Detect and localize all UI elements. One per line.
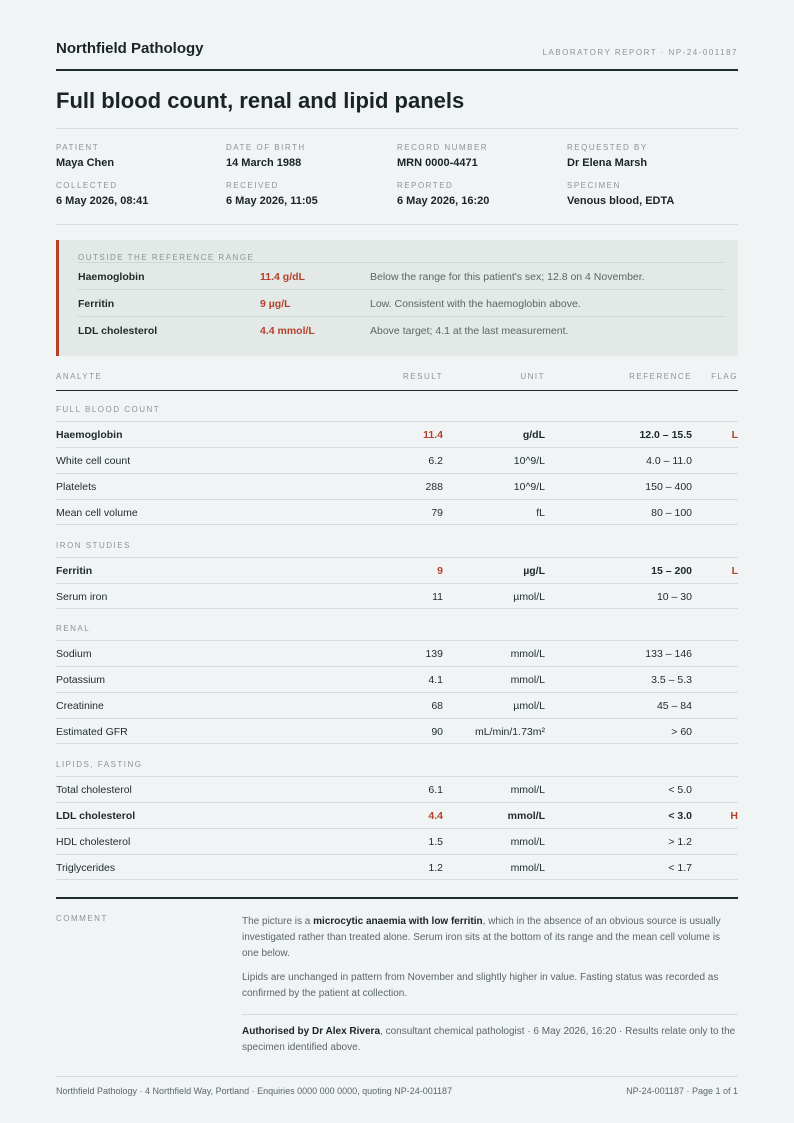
table-row bbox=[56, 640, 738, 666]
page-title: Full blood count, renal and lipid panels bbox=[56, 88, 465, 113]
section-label: LIPIDS, FASTING bbox=[56, 760, 143, 769]
flag: H bbox=[730, 810, 738, 822]
divider bbox=[56, 128, 738, 129]
result-value: 11.4 bbox=[423, 429, 443, 441]
reference-range: 10 – 30 bbox=[656, 591, 692, 603]
reference-range: 133 – 146 bbox=[645, 648, 692, 660]
reference-range: 12.0 – 15.5 bbox=[639, 429, 692, 441]
table-row bbox=[56, 557, 738, 583]
meta-value: 14 March 1988 bbox=[226, 157, 302, 169]
meta-received bbox=[226, 181, 396, 207]
section-label: FULL BLOOD COUNT bbox=[56, 405, 161, 414]
column-header-result: RESULT bbox=[403, 372, 443, 381]
analyte-name: Creatinine bbox=[56, 700, 104, 712]
result-value: 4.1 bbox=[428, 674, 443, 686]
meta-label: COLLECTED bbox=[56, 181, 118, 190]
reference-range: > 60 bbox=[671, 726, 692, 738]
unit: 10^9/L bbox=[513, 455, 545, 467]
unit: mmol/L bbox=[510, 648, 545, 660]
unit: mL/min/1.73m² bbox=[474, 726, 545, 738]
report-header bbox=[56, 40, 738, 71]
result-value: 9 bbox=[437, 565, 443, 577]
divider bbox=[56, 897, 738, 899]
unit: mmol/L bbox=[510, 784, 545, 796]
flag: L bbox=[731, 429, 738, 441]
meta-value: Venous blood, EDTA bbox=[567, 195, 675, 207]
analyte-name: HDL cholesterol bbox=[56, 836, 131, 848]
analyte-name: Triglycerides bbox=[56, 862, 116, 874]
reference-range: 3.5 – 5.3 bbox=[651, 674, 692, 686]
alert-value: 9 µg/L bbox=[260, 298, 291, 310]
section-label: IRON STUDIES bbox=[56, 541, 131, 550]
authorisation-text: , consultant chemical pathologist · 6 May 2026, 16:20 · Results relate only to the specimen identified above. bbox=[242, 1026, 736, 1053]
table-row bbox=[56, 666, 738, 692]
out-of-range-alert bbox=[56, 240, 738, 356]
unit: fL bbox=[536, 507, 545, 519]
column-header-reference: REFERENCE bbox=[629, 372, 692, 381]
unit: 10^9/L bbox=[513, 481, 545, 493]
alert-value: 11.4 g/dL bbox=[260, 271, 305, 283]
alert-heading: OUTSIDE THE REFERENCE RANGE bbox=[78, 253, 255, 262]
comment-text: The picture is a bbox=[242, 916, 314, 927]
authorisation bbox=[242, 1024, 738, 1056]
comment-text: , which in the absence of an obvious source is usually investigated rather than treated alone. Serum iron sits at the bottom of its range and the mean cell volume is one below. bbox=[242, 916, 721, 959]
footer-address: Northfield Pathology · 4 Northfield Way, Portland · Enquiries 0000 000 0000, quoting NP-24-001187 bbox=[56, 1086, 453, 1096]
table-row bbox=[56, 473, 738, 499]
divider bbox=[56, 224, 738, 225]
meta-collected bbox=[56, 181, 226, 207]
meta-value: 6 May 2026, 08:41 bbox=[56, 195, 149, 207]
footer-page-number: NP-24-001187 · Page 1 of 1 bbox=[626, 1086, 738, 1096]
unit: µmol/L bbox=[513, 591, 545, 603]
unit: g/dL bbox=[522, 429, 545, 441]
analyte-name: Total cholesterol bbox=[56, 784, 132, 796]
column-header-analyte: ANALYTE bbox=[56, 372, 103, 381]
alert-note: Above target; 4.1 at the last measurement. bbox=[370, 325, 569, 337]
table-row bbox=[56, 692, 738, 718]
divider bbox=[242, 1014, 738, 1015]
result-value: 90 bbox=[431, 726, 443, 738]
meta-requested-by bbox=[567, 143, 737, 169]
analyte-name: White cell count bbox=[56, 455, 131, 467]
meta-label: RECORD NUMBER bbox=[397, 143, 489, 152]
flag: L bbox=[731, 565, 738, 577]
analyte-name: Estimated GFR bbox=[56, 726, 128, 738]
comment-label: COMMENT bbox=[56, 914, 108, 923]
meta-date-of-birth bbox=[226, 143, 396, 169]
analyte-name: Ferritin bbox=[56, 565, 93, 577]
meta-label: RECEIVED bbox=[226, 181, 279, 190]
unit: mmol/L bbox=[510, 836, 545, 848]
column-header-unit: UNIT bbox=[520, 372, 545, 381]
unit: µg/L bbox=[523, 565, 545, 577]
analyte-name: Mean cell volume bbox=[56, 507, 138, 519]
alert-note: Below the range for this patient's sex; 12.8 on 4 November. bbox=[370, 271, 645, 283]
result-value: 79 bbox=[431, 507, 443, 519]
reference-range: < 3.0 bbox=[668, 810, 692, 822]
comment-paragraph: Lipids are unchanged in pattern from November and slightly higher in value. Fasting status was recorded as confirmed by the patient at collection. bbox=[242, 972, 719, 999]
table-row bbox=[56, 447, 738, 473]
analyte-name: Haemoglobin bbox=[56, 429, 123, 441]
reference-range: 150 – 400 bbox=[645, 481, 692, 493]
column-header-flag: FLAG bbox=[711, 372, 738, 381]
comment-paragraph bbox=[242, 914, 738, 962]
comment-emphasis: microcytic anaemia with low ferritin bbox=[313, 916, 483, 927]
analyte-name: Serum iron bbox=[56, 591, 108, 603]
table-row bbox=[56, 421, 738, 447]
meta-label: REQUESTED BY bbox=[567, 143, 648, 152]
table-row bbox=[56, 828, 738, 854]
alert-analyte: Haemoglobin bbox=[78, 271, 145, 283]
meta-record-number bbox=[397, 143, 567, 169]
unit: mmol/L bbox=[507, 810, 545, 822]
result-value: 6.2 bbox=[428, 455, 443, 467]
result-value: 6.1 bbox=[428, 784, 443, 796]
report-reference-tag: LABORATORY REPORT · NP-24-001187 bbox=[542, 48, 738, 57]
divider bbox=[56, 1076, 738, 1077]
table-row bbox=[56, 854, 738, 880]
result-value: 4.4 bbox=[428, 810, 443, 822]
meta-reported bbox=[397, 181, 567, 207]
table-row bbox=[56, 718, 738, 744]
meta-value: Maya Chen bbox=[56, 157, 115, 169]
reference-range: 15 – 200 bbox=[651, 565, 692, 577]
table-row bbox=[56, 499, 738, 525]
reference-range: > 1.2 bbox=[668, 836, 692, 848]
result-value: 11 bbox=[432, 591, 443, 603]
unit: mmol/L bbox=[510, 674, 545, 686]
authoriser: Authorised by Dr Alex Rivera bbox=[242, 1026, 381, 1037]
result-value: 1.5 bbox=[428, 836, 443, 848]
reference-range: < 1.7 bbox=[668, 862, 692, 874]
meta-label: REPORTED bbox=[397, 181, 454, 190]
analyte-name: Platelets bbox=[56, 481, 97, 493]
table-row bbox=[56, 802, 738, 828]
result-value: 1.2 bbox=[428, 862, 443, 874]
meta-specimen bbox=[567, 181, 737, 207]
result-value: 288 bbox=[425, 481, 443, 493]
results-table-header bbox=[56, 372, 738, 391]
alert-note: Low. Consistent with the haemoglobin above. bbox=[370, 298, 581, 310]
section-label: RENAL bbox=[56, 624, 91, 633]
meta-patient bbox=[56, 143, 226, 169]
analyte-name: LDL cholesterol bbox=[56, 810, 136, 822]
reference-range: 4.0 – 11.0 bbox=[646, 455, 692, 467]
analyte-name: Sodium bbox=[56, 648, 92, 660]
unit: mmol/L bbox=[510, 862, 545, 874]
meta-value: 6 May 2026, 11:05 bbox=[226, 195, 318, 207]
alert-row bbox=[78, 262, 724, 289]
unit: µmol/L bbox=[513, 700, 545, 712]
meta-value: Dr Elena Marsh bbox=[567, 157, 648, 169]
analyte-name: Potassium bbox=[56, 674, 106, 686]
reference-range: 80 – 100 bbox=[651, 507, 692, 519]
meta-value: 6 May 2026, 16:20 bbox=[397, 195, 490, 207]
alert-row bbox=[78, 316, 724, 343]
alert-value: 4.4 mmol/L bbox=[260, 325, 315, 337]
meta-label: PATIENT bbox=[56, 143, 100, 152]
result-value: 68 bbox=[431, 700, 443, 712]
meta-label: SPECIMEN bbox=[567, 181, 621, 190]
alert-analyte: LDL cholesterol bbox=[78, 325, 158, 337]
table-row bbox=[56, 583, 738, 609]
meta-value: MRN 0000-4471 bbox=[397, 157, 478, 169]
result-value: 139 bbox=[425, 648, 443, 660]
lab-brand: Northfield Pathology bbox=[56, 40, 204, 57]
table-row bbox=[56, 776, 738, 802]
reference-range: < 5.0 bbox=[668, 784, 692, 796]
alert-row bbox=[78, 289, 724, 316]
reference-range: 45 – 84 bbox=[656, 700, 692, 712]
alert-analyte: Ferritin bbox=[78, 298, 115, 310]
meta-label: DATE OF BIRTH bbox=[226, 143, 306, 152]
